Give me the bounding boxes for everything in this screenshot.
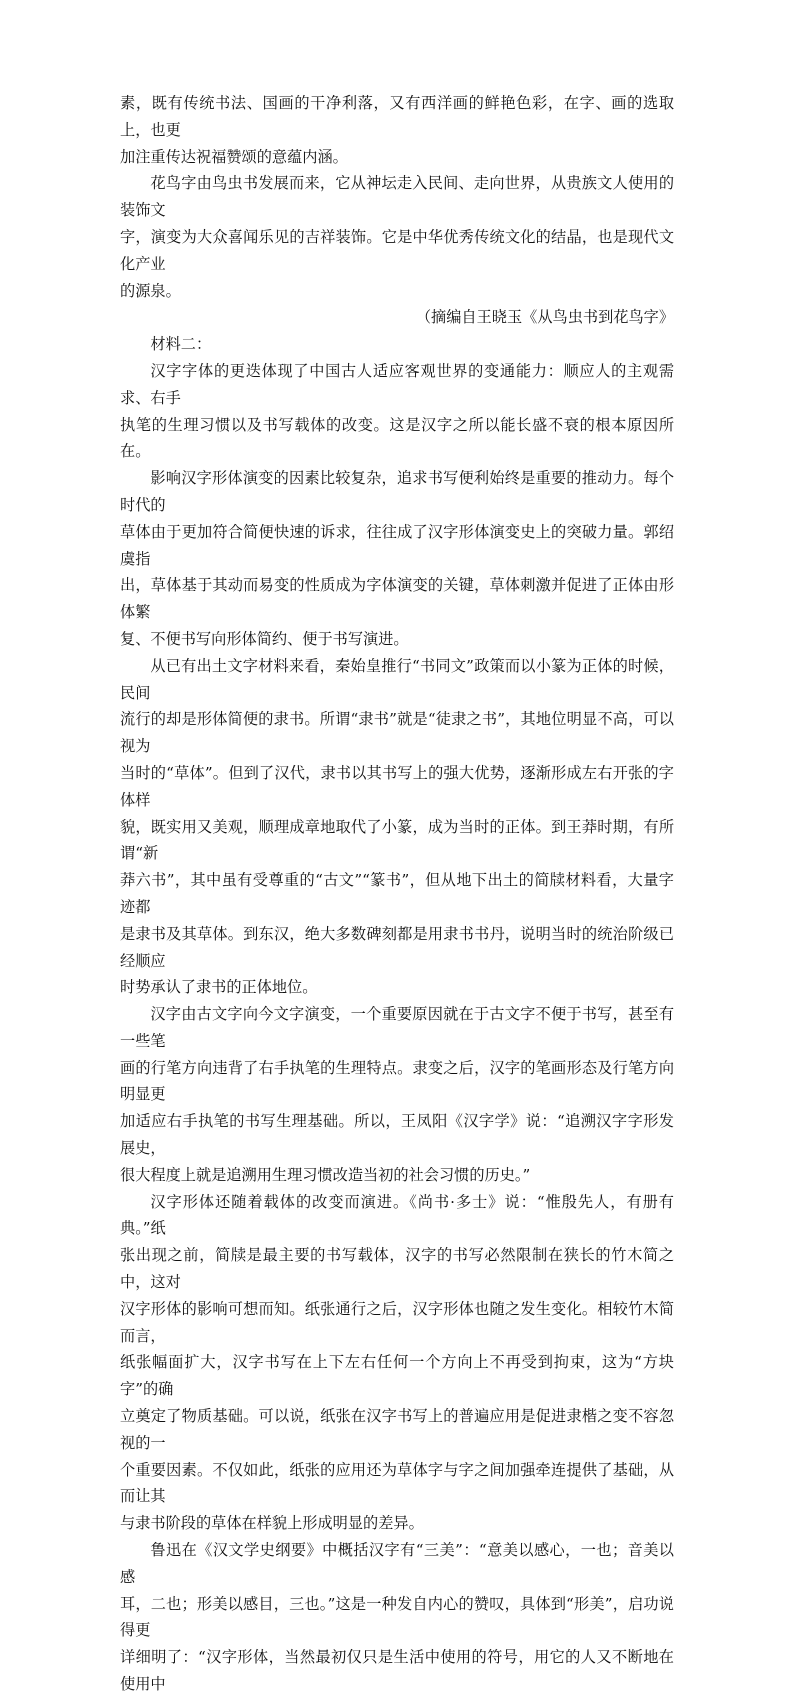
paragraph-writing-medium: 汉字形体还随着载体的改变而演进。《尚书·多士》说：“惟殷先人，有册有典。”纸 张出现之前，简牍是最主要的书写载体，汉字的书写必然限制在狭长的竹木简之中，这对 汉字形体的影响可想而知。纸张通行之后，汉字形体也随之发生变化。相较竹木简而言， 纸张幅面扩大，汉字书写在上下左右任何一个方向上不再受到拘束，这为“方块字”的确 立奠定了物质基础。可以说，纸张在汉字书写上的普遍应用是促进隶楷之变不容忽视的一 个重要因素。不仅如此，纸张的应用还为草体字与字之间加强牵连提供了基础，从而让其 与隶书阶段的草体在样貌上形成明显的差异。 xyxy=(120,1192,674,1533)
article-body xyxy=(120,90,674,1698)
paragraph-right-hand: 汉字由古文字向今文字演变，一个重要原因就在于古文字不便于书写，甚至有一些笔 画的行笔方向违背了右手执笔的生理特点。隶变之后，汉字的笔画形态及行笔方向明显更 加适应右手执笔的书写生理基础。所以，王凤阳《汉字学》说：“追溯汉字字形发展史， 很大程度上就是追溯用生理习惯改造当初的社会习惯的历史。” xyxy=(120,1005,674,1184)
paragraph-continuation: 素，既有传统书法、国画的干净利落，又有西洋画的鲜艳色彩，在字、画的选取上，也更 加注重传达祝福赞颂的意蕴内涵。 xyxy=(120,94,674,166)
paragraph-huaniaozi-origin: 花鸟字由鸟虫书发展而来，它从神坛走入民间、走向世界，从贵族文人使用的装饰文 字，演变为大众喜闻乐见的吉祥装饰。它是中华优秀传统文化的结晶，也是现代文化产业 的源泉。 xyxy=(120,174,674,300)
paragraph-three-beauties: 鲁迅在《汉文学史纲要》中概括汉字有“三美”：“意美以感心，一也；音美以感 耳，二也；形美以感目，三也。”这是一种发自内心的赞叹，具体到“形美”，启功说得更 详细明了：“汉字形体，当然最初仅只是生活中使用的符号，用它的人又不断地在使用中 xyxy=(120,1541,674,1694)
paragraph-lishu-history: 从已有出土文字材料来看，秦始皇推行“书同文”政策而以小篆为正体的时候，民间 流行的却是形体简便的隶书。所谓“隶书”就是“徒隶之书”，其地位明显不高，可以视为 当时的“草体”。但到了汉代，隶书以其书写上的强大优势，逐渐形成左右开张的字体样 貌，既实用又美观，顺理成章地取代了小篆，成为当时的正体。到王莽时期，有所谓“新 莽六书”，其中虽有受尊重的“古文”“篆书”，但从地下出土的简牍材料看，大量字迹都 是隶书及其草体。到东汉，绝大多数碑刻都是用隶书书丹，说明当时的统治阶级已经顺应 时势承认了隶书的正体地位。 xyxy=(120,656,674,997)
material-two-heading: 材料二： xyxy=(150,335,212,354)
paragraph-convenience: 影响汉字形体演变的因素比较复杂，追求书写便利始终是重要的推动力。每个时代的 草体由于更加符合简便快速的诉求，往往成了汉字形体演变史上的突破力量。郭绍虞指 出，草体基于其动而易变的性质成为字体演变的关键，草体刺激并促进了正体由形体繁 复、不便书写向形体简约、便于书写演进。 xyxy=(120,469,674,648)
source-citation: （摘编自王晓玉《从鸟虫书到花鸟字》 xyxy=(415,308,674,327)
paragraph-evolution-intro: 汉字字体的更迭体现了中国古人适应客观世界的变通能力：顺应人的主观需求、右手 执笔的生理习惯以及书写载体的改变。这是汉字之所以能长盛不衰的根本原因所在。 xyxy=(120,361,674,461)
